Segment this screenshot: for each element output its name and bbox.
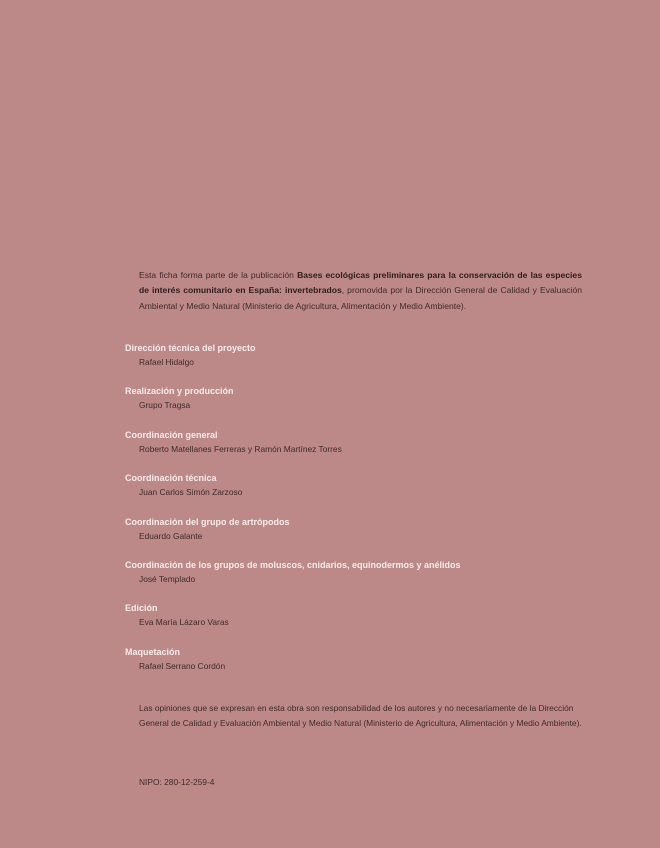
credit-name: Roberto Matellanes Ferreras y Ramón Martínez Torres bbox=[139, 443, 342, 454]
credit-general-coordination bbox=[125, 428, 595, 471]
publication-intro-paragraph bbox=[139, 268, 582, 314]
nipo-code: NIPO: 280-12-259-4 bbox=[139, 777, 215, 787]
credit-name: José Templado bbox=[139, 573, 196, 584]
intro-post-text: , promovida por la Dirección General de Calidad y Evaluación Ambiental y Medio Natural (Ministerio de Agricultura, Alimentación y Medio Ambiente). bbox=[139, 285, 582, 311]
credits-list bbox=[125, 341, 595, 688]
credit-production bbox=[125, 384, 595, 427]
credit-role: Coordinación del grupo de artrópodos bbox=[125, 516, 290, 527]
disclaimer-paragraph: Las opiniones que se expresan en esta obra son responsabilidad de los autores y no necesariamente de la Dirección General de Calidad y Evaluación Ambiental y Medio Natural (Ministerio de Agricultura, Alimentación y Medio Ambiente). bbox=[139, 703, 582, 729]
intro-pre-text: Esta ficha forma parte de la publicación bbox=[139, 270, 298, 280]
credit-name: Grupo Tragsa bbox=[139, 400, 191, 411]
publication-title: Bases ecológicas preliminares para la conservación de las especies de interés comunitario en España: invertebrados bbox=[139, 270, 582, 296]
credit-editing bbox=[125, 601, 595, 644]
credit-technical-coordination bbox=[125, 471, 595, 514]
credit-molluscs-coordination bbox=[125, 558, 595, 601]
credit-project-direction bbox=[125, 341, 595, 384]
credit-role: Realización y producción bbox=[125, 386, 234, 397]
credit-role: Maquetación bbox=[125, 646, 181, 657]
credit-name: Eva María Lázaro Varas bbox=[139, 617, 229, 628]
credit-name: Rafael Hidalgo bbox=[139, 357, 194, 367]
credit-role: Dirección técnica del proyecto bbox=[125, 343, 256, 353]
credit-name: Juan Carlos Simón Zarzoso bbox=[139, 487, 243, 498]
credit-arthropods-coordination bbox=[125, 515, 595, 558]
credit-role: Edición bbox=[125, 603, 158, 614]
credit-layout bbox=[125, 645, 595, 688]
credit-role: Coordinación general bbox=[125, 429, 218, 440]
credit-role: Coordinación técnica bbox=[125, 473, 217, 484]
credit-name: Rafael Serrano Cordón bbox=[139, 660, 226, 671]
credit-role: Coordinación de los grupos de moluscos, cnidarios, equinodermos y anélidos bbox=[125, 559, 461, 570]
credit-name: Eduardo Galante bbox=[139, 530, 203, 541]
